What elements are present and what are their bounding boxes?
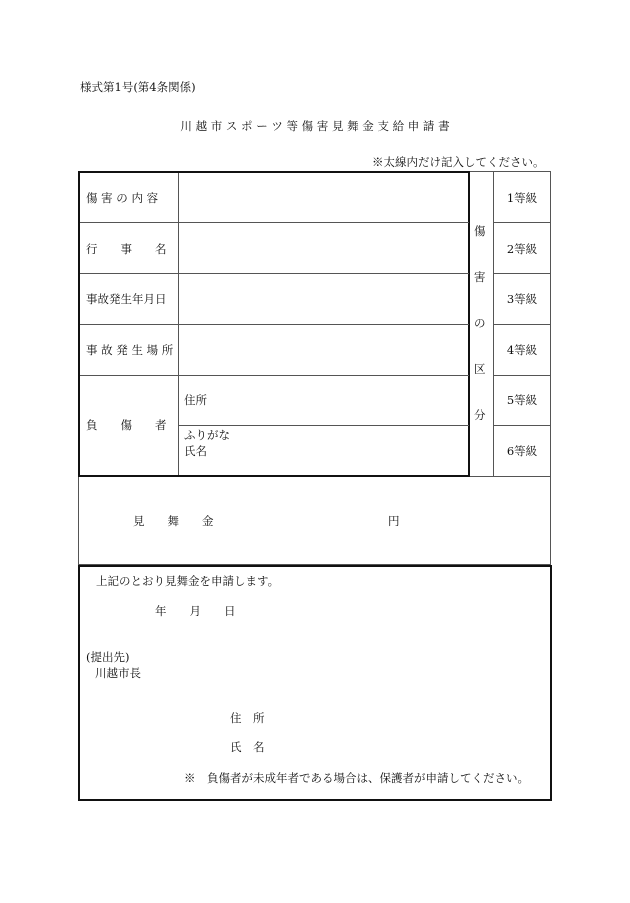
footnote: ※ 負傷者が未成年者である場合は、保護者が申請してください。	[184, 771, 529, 785]
grade-4[interactable]: 4等級	[506, 343, 538, 357]
grade-5[interactable]: 5等級	[506, 393, 538, 407]
category-char: 区	[474, 362, 486, 376]
event-name-field[interactable]	[180, 224, 468, 272]
injury-content-field[interactable]	[180, 173, 468, 221]
category-char: 傷	[474, 224, 486, 238]
application-statement: 上記のとおり見舞金を申請します。	[96, 574, 280, 588]
page-title: 川 越 市 ス ポ ー ツ 等 傷 害 見 舞 金 支 給 申 請 書	[180, 119, 450, 133]
recipient: 川越市長	[95, 666, 141, 680]
grade-1[interactable]: 1等級	[506, 191, 538, 205]
grade-3[interactable]: 3等級	[506, 292, 538, 306]
category-char: 害	[474, 270, 486, 284]
label-accident-date: 事故発生年月日	[86, 292, 167, 306]
sub-label-address: 住所	[184, 393, 207, 407]
category-char: の	[474, 316, 486, 330]
mimai-label: 見 舞 金	[133, 514, 214, 528]
application-box	[78, 565, 552, 801]
label-injured-person: 負 傷 者	[86, 418, 167, 432]
recipient-label: (提出先)	[86, 650, 130, 664]
form-number: 様式第1号(第4条関係)	[80, 80, 196, 94]
injured-address-field[interactable]	[180, 377, 468, 424]
instruction-note: ※太線内だけ記入してください。	[372, 155, 545, 169]
applicant-name-label: 氏 名	[230, 740, 265, 754]
accident-place-field[interactable]	[180, 326, 468, 374]
label-injury-content: 傷 害 の 内 容	[86, 191, 159, 205]
label-accident-place: 事 故 発 生 場 所	[86, 343, 174, 357]
sub-label-furigana: ふりがな	[184, 428, 230, 442]
sub-label-name: 氏名	[184, 444, 207, 458]
grade-6[interactable]: 6等級	[506, 444, 538, 458]
applicant-address-label: 住 所	[230, 711, 265, 725]
grade-2[interactable]: 2等級	[506, 242, 538, 256]
mimai-unit: 円	[388, 514, 400, 528]
accident-date-field[interactable]	[180, 275, 468, 323]
application-date[interactable]: 年 月 日	[155, 604, 236, 618]
category-char: 分	[474, 408, 486, 422]
label-event-name: 行 事 名	[86, 242, 167, 256]
